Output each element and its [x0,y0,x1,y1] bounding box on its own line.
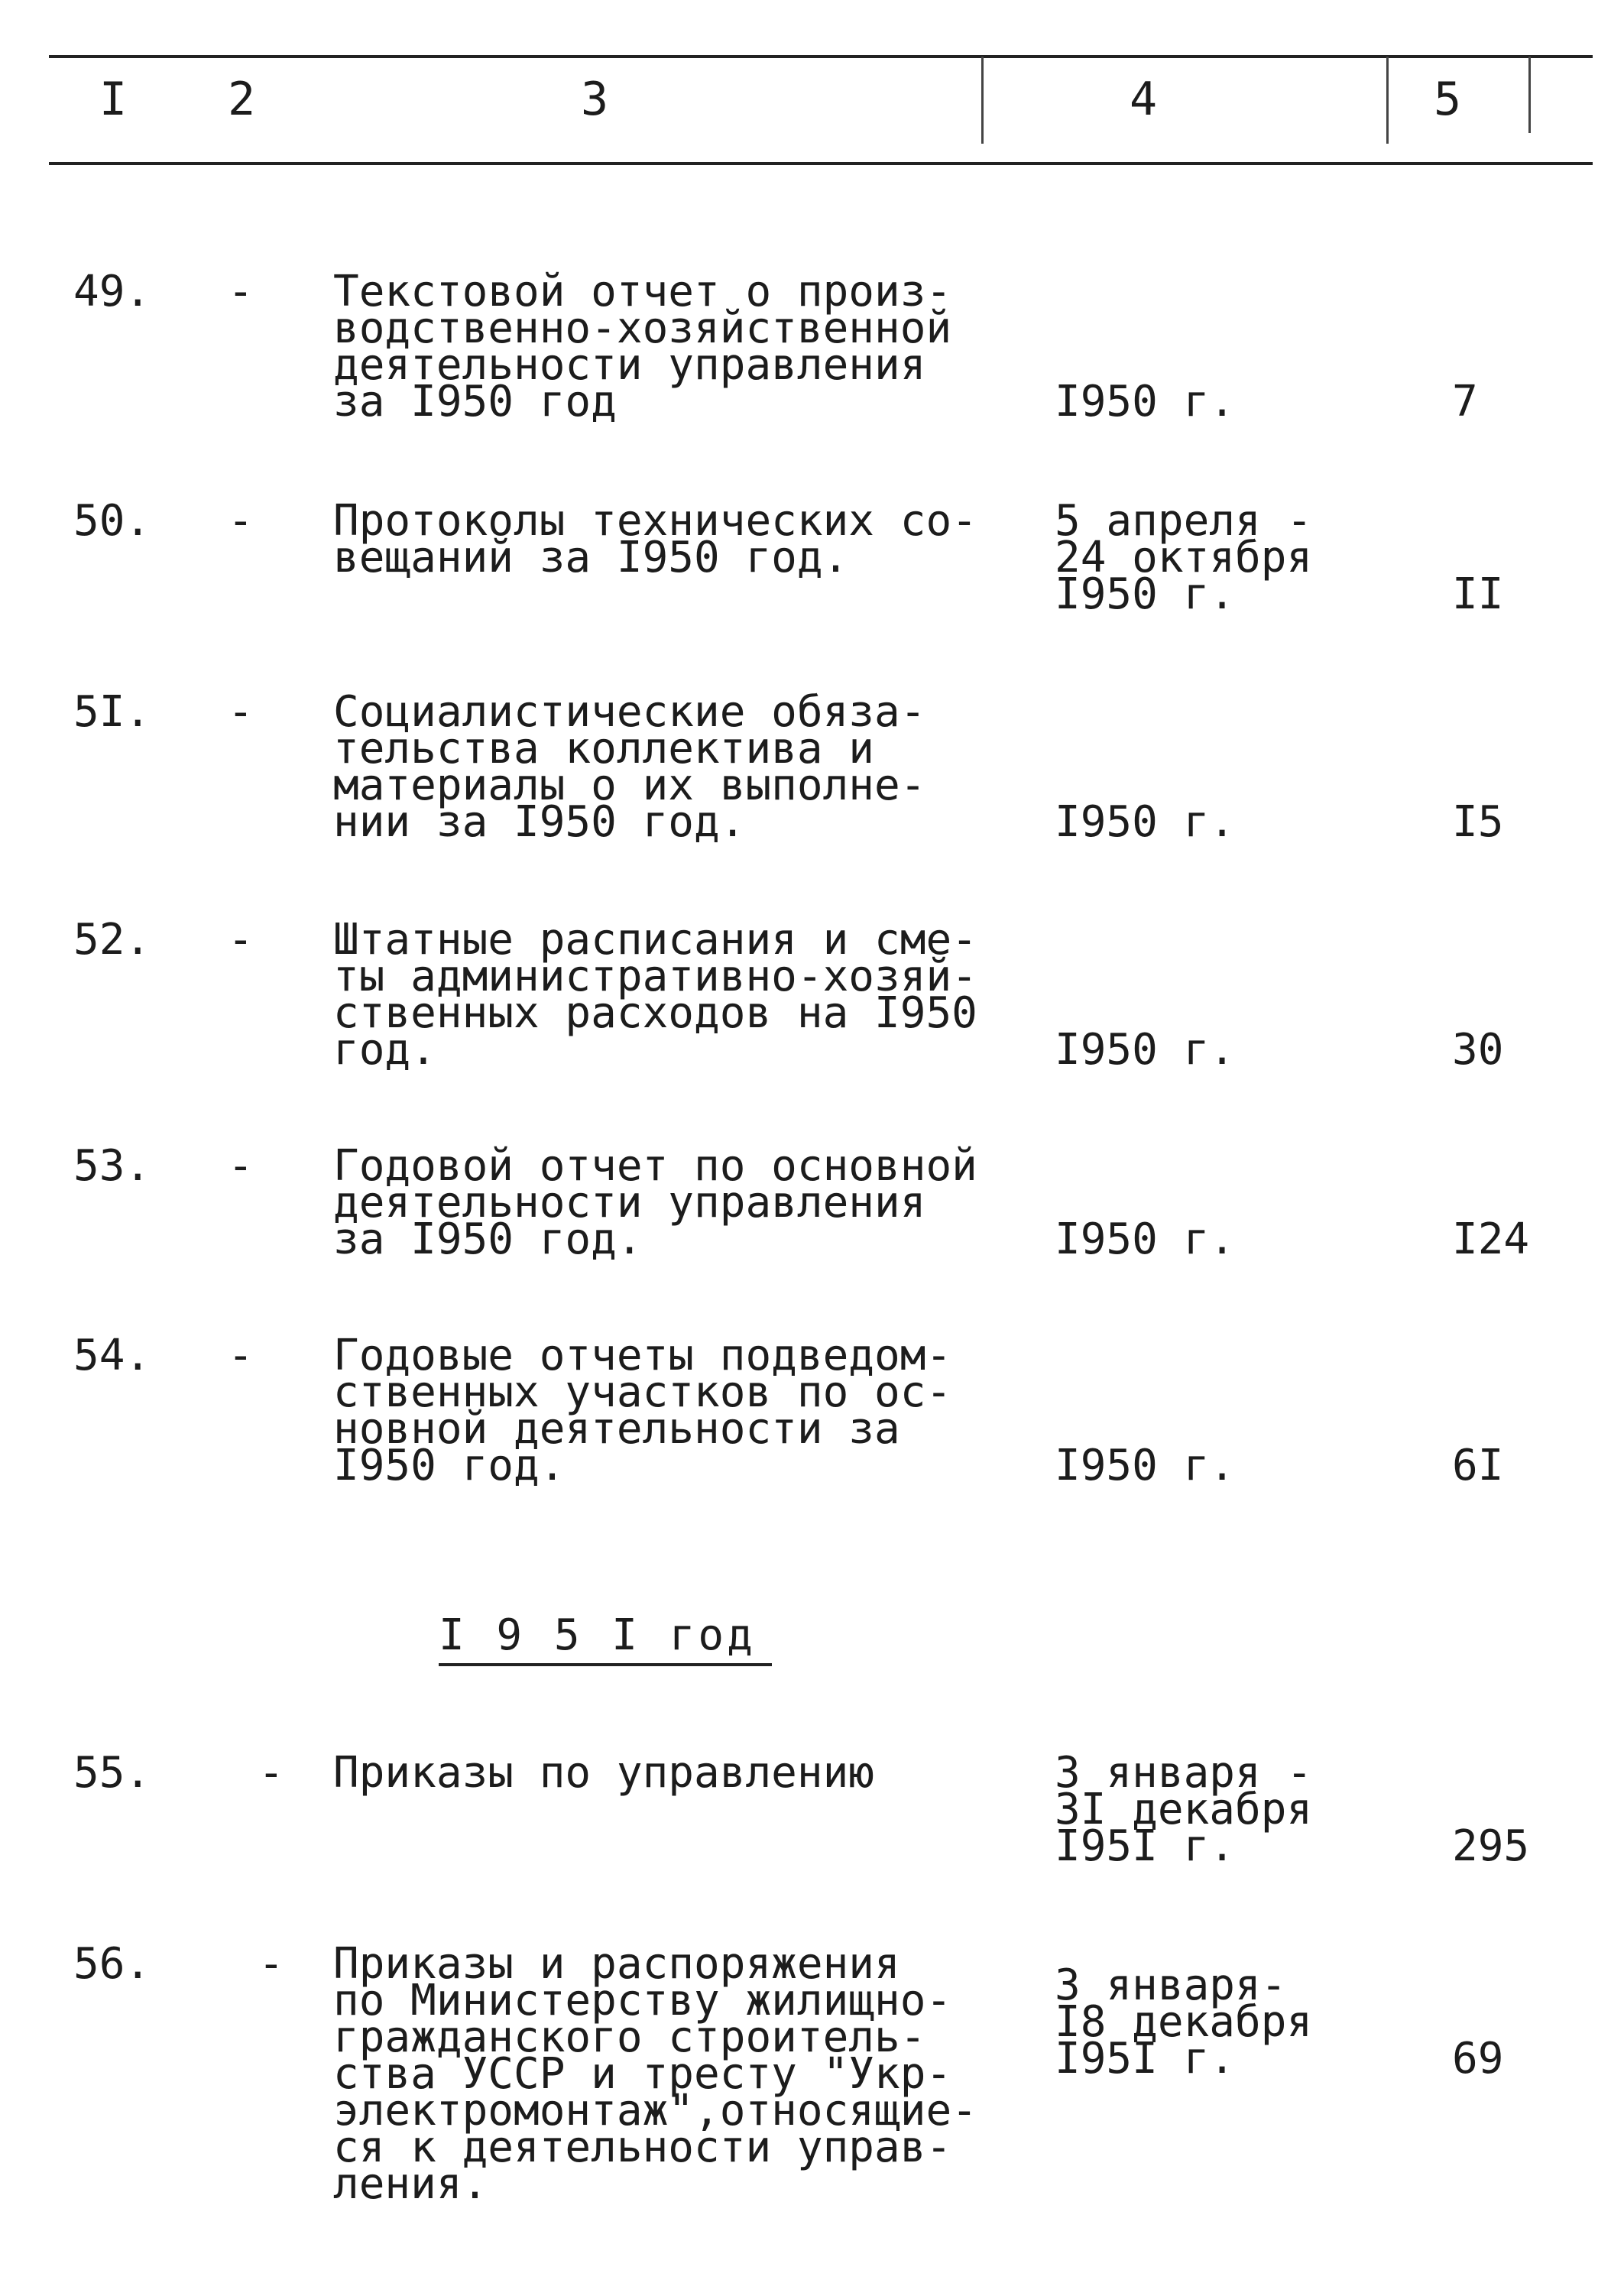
item-description: Штатные расписания и сме- ты административно-хозяй- ственных расходов на I950 год. [333,915,977,1075]
header-top-rule [49,55,1593,58]
item-number: 55. [73,1748,151,1798]
item-sheet-count: 69 [1452,2034,1504,2084]
item-index-dash: - [228,1141,254,1191]
item-date: 3 января- I8 декабря I95I г. [1055,1960,1313,2084]
item-description: Годовой отчет по основной деятельности управления за I950 год. [333,1141,977,1264]
item-index-dash: - [228,1331,254,1380]
header-divider-5-end [1528,57,1531,133]
header-col-2: 2 [228,73,256,126]
item-date: I950 г. [1055,377,1236,426]
item-index-dash: - [228,267,254,316]
item-sheet-count: 6I [1452,1441,1504,1490]
item-number: 49. [73,267,151,316]
item-index-dash: - [228,496,254,546]
item-number: 56. [73,1939,151,1989]
item-date: I950 г. [1055,797,1236,847]
header-divider-3-4 [981,57,984,144]
item-description: Годовые отчеты подведом- ственных участков по ос- новной деятельности за I950 год. [333,1331,952,1490]
item-sheet-count: I5 [1452,797,1504,847]
item-date: I950 г. [1055,1214,1236,1264]
item-date: I950 г. [1055,1025,1236,1075]
header-divider-4-5 [1386,57,1389,144]
section-year-heading: I 9 5 I год [439,1610,756,1660]
section-year-underline [439,1663,772,1666]
header-col-3: 3 [581,73,609,126]
item-index-dash: - [258,1748,284,1798]
item-sheet-count: I24 [1452,1214,1530,1264]
item-number: 50. [73,496,151,546]
header-bottom-rule [49,162,1593,165]
item-number: 5I. [73,687,151,737]
item-number: 53. [73,1141,151,1191]
item-sheet-count: 7 [1452,377,1478,426]
item-date: I950 г. [1055,1441,1236,1490]
item-description: Протоколы технических со- вещаний за I950 год. [333,496,977,582]
item-sheet-count: 30 [1452,1025,1504,1075]
item-description: Текстовой отчет о произ- водственно-хозяйственной деятельности управления за I950 год [333,267,952,426]
item-date: 3 января - 3I декабря I95I г. [1055,1748,1313,1871]
item-date: 5 апреля - 24 октября I950 г. [1055,496,1313,619]
item-sheet-count: II [1452,569,1504,619]
item-index-dash: - [228,687,254,737]
item-number: 52. [73,915,151,965]
item-description: Социалистические обяза- тельства коллектива и материалы о их выполне- нии за I950 год. [333,687,926,847]
item-number: 54. [73,1331,151,1380]
item-index-dash: - [228,915,254,965]
header-col-1: I [99,73,128,126]
item-description: Приказы и распоряжения по Министерству жилищно- гражданского строитель- ства УССР и тресту "Укр- электромонтаж",относящие- ся к деятельности управ- ления. [333,1939,977,2209]
item-description: Приказы по управлению [333,1748,875,1798]
item-sheet-count: 295 [1452,1821,1530,1871]
header-col-4: 4 [1130,73,1158,126]
header-col-5: 5 [1434,73,1462,126]
item-index-dash: - [258,1939,284,1989]
